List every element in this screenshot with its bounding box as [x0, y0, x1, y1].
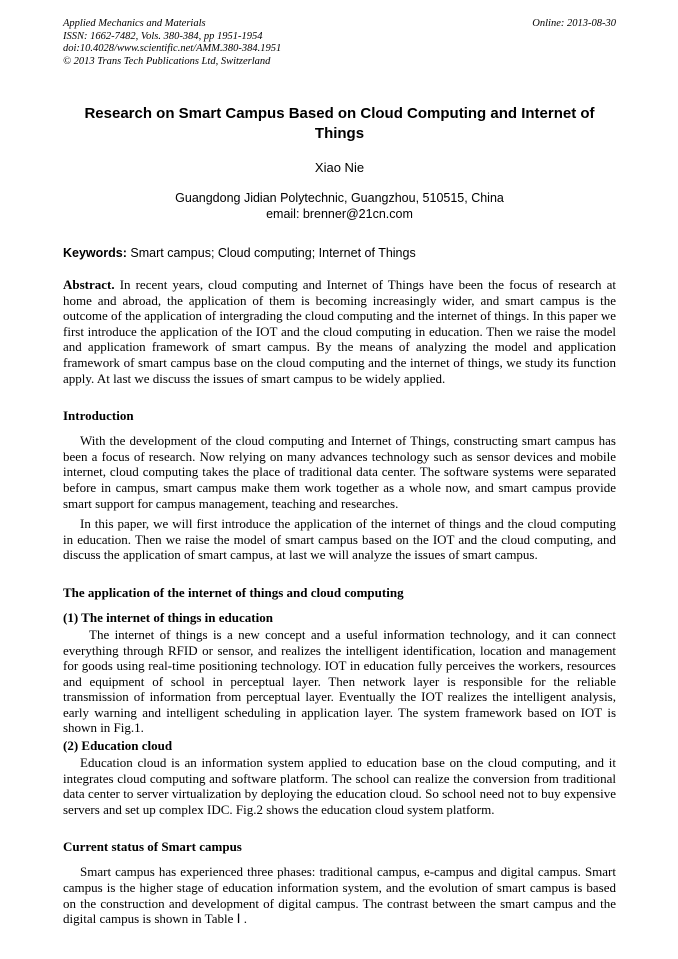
subsection-heading-iot-in-education: (1) The internet of things in education [63, 609, 273, 625]
doi-line: doi:10.4028/www.scientific.net/AMM.380-384.1951 [63, 43, 282, 54]
author-name: Xiao Nie [314, 160, 365, 175]
section-heading-application: The application of the internet of things and cloud computing [63, 584, 404, 600]
copyright-line: © 2013 Trans Tech Publications Ltd, Switzerland [63, 55, 271, 67]
abstract [63, 277, 616, 386]
keywords-line [63, 246, 616, 260]
keywords-label: Keywords: [63, 246, 127, 260]
issn-line: ISSN: 1662-7482, Vols. 380-384, pp 1951-1954 [63, 30, 263, 42]
online-date: Online: 2013-08-30 [532, 18, 616, 29]
paragraph-iot-in-education: The internet of things is a new concept and a useful information technology, and it can connect everything through RFID or sensor, and realizes the intelligent identification, location and management for goods using real-time positioning technology. IOT in education fully perceives the workers, resources and equipment of school in perceptual layer. Then network layer is responsible for the reliable transmission of information from perceptual layer. Eventually the IOT realizes the intelligent analysis, early warning and intelligent scheduling in application layer. The system framework based on IOT is shown in Fig.1. [63, 626, 616, 736]
abstract-label: Abstract. [63, 277, 115, 292]
paragraph-current-status: Smart campus has experienced three phases: traditional campus, e-campus and digital campus. Smart campus is the higher stage of education information system, and the evolution of smart campus is based on the construction and development of digital campus. The contrast between the smart campus and the digital campus is shown in Table Ⅰ . [63, 864, 616, 927]
paragraph-introduction-1: With the development of the cloud computing and Internet of Things, constructing smart campus has been a focus of research. Now relying on many advances technology such as sensor devices and mobile internet, cloud computing takes the place of traditional data center. The software systems were separated before in campus, smart campus make them work together as a whole now, and smart campus provide smart support for campus management, teaching and researches. [63, 433, 616, 511]
paragraph-introduction-2: In this paper, we will first introduce the application of the internet of things and the cloud computing in education. Then we raise the model of smart campus based on the IOT and the cloud computing, and discuss the application of smart campus, at last we will analyze the issues of smart campus. [63, 516, 616, 563]
keywords-text: Smart campus; Cloud computing; Internet of Things [126, 246, 416, 260]
section-heading-introduction: Introduction [63, 408, 134, 424]
paragraph-education-cloud: Education cloud is an information system applied to education base on the cloud computing, and it integrates cloud computing and software platform. The school can realize the conversion from traditional data center to server virtualization by deploying the education cloud. So school need not to buy expensive servers and set up complex IDC. Fig.2 shows the education cloud system platform. [63, 755, 616, 817]
journal-name: Applied Mechanics and Materials [63, 18, 206, 29]
abstract-text: In recent years, cloud computing and Internet of Things have been the focus of research at home and abroad, the application of them is becoming increasingly wider, and smart campus is the outcome of the application of intergrading the cloud computing and the internet of things. In this paper we first introduce the application of the IOT and the cloud computing in education. Then we raise the model and application framework of smart campus. By the means of analyzing the model and application framework of smart campus base on the cloud computing and the internet of things, we study its function apply. At last we discuss the issues of smart campus to be widely applied. [63, 277, 616, 386]
paper-title: Research on Smart Campus Based on Cloud Computing and Internet of Things [84, 105, 595, 142]
subsection-heading-education-cloud: (2) Education cloud [63, 738, 173, 754]
section-heading-current-status: Current status of Smart campus [63, 839, 242, 855]
journal-info [63, 18, 281, 68]
journal-header [63, 18, 616, 68]
email-line: email: brenner@21cn.com [266, 207, 413, 221]
affiliation: Guangdong Jidian Polytechnic, Guangzhou, 510515, China [175, 191, 504, 205]
